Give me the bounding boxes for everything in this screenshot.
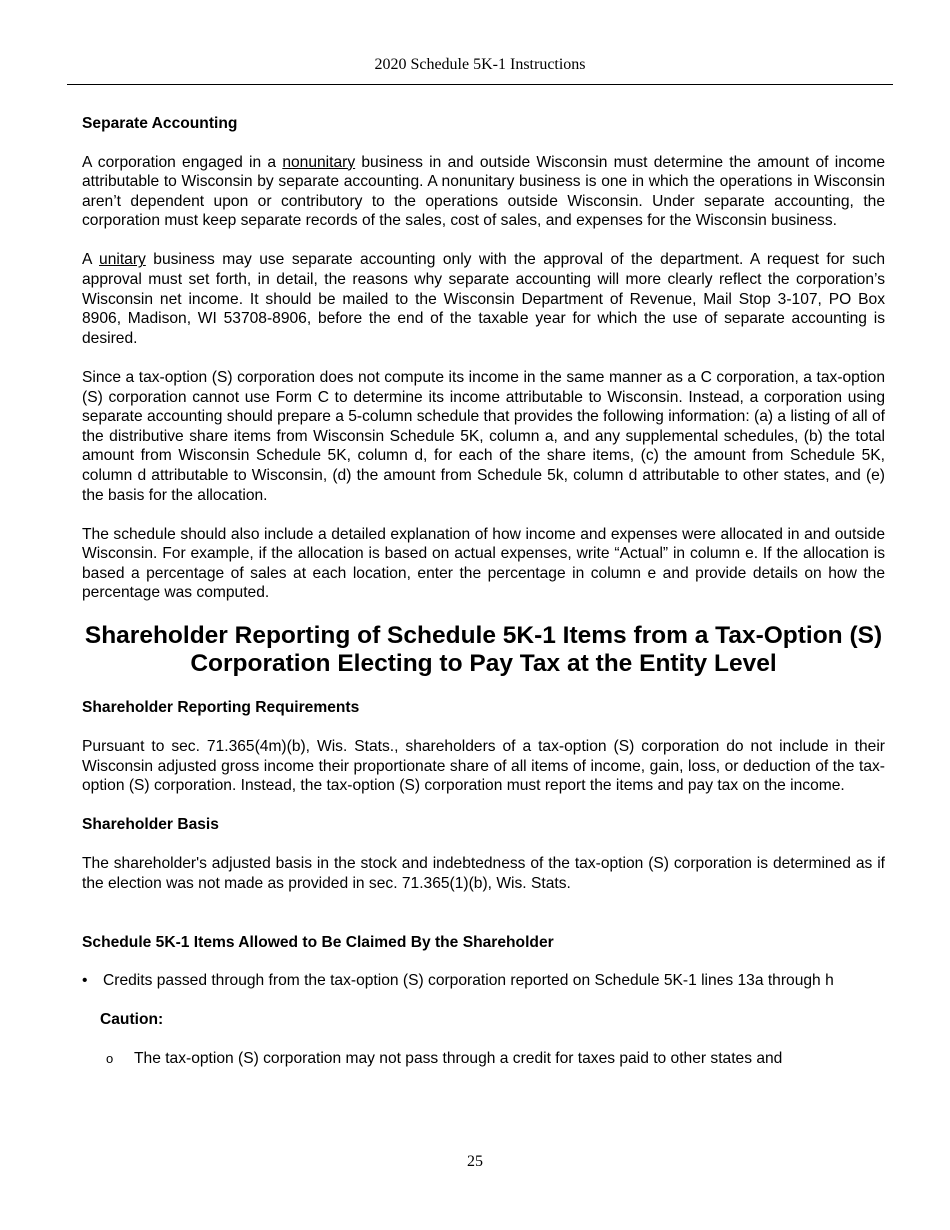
- p2-text-end: business may use separate accounting only with the approval of the department. A request for such approval must set forth, in detail, the reasons why separate accounting will more clearly reflect the corporation’s Wisconsin net income. It should be mailed to the Wisconsin Department of Revenue, Mail Stop 3-107, PO Box 8906, Madison, WI 53708-8906, before the end of the taxable year for which the use of separate accounting is desired.: [82, 251, 886, 347]
- separate-accounting-paragraph-1: [82, 153, 885, 231]
- nonunitary-term: nonunitary: [282, 153, 356, 171]
- header-divider: [67, 84, 893, 85]
- separate-accounting-paragraph-2: [82, 250, 885, 348]
- separate-accounting-paragraph-4: The schedule should also include a detailed explanation of how income and expenses were allocated in and outside Wisconsin. For example, if the allocation is based on actual expenses, write “Actual” in column e. If the allocation is based a percentage of sales at each location, enter the percentage in column e and provide details on how the percentage was computed.: [82, 525, 885, 602]
- list-item-text: Credits passed through from the tax-option (S) corporation reported on Schedule 5K-1 lines 13a through h: [103, 972, 834, 990]
- allowed-items-heading: Schedule 5K-1 Items Allowed to Be Claimed By the Shareholder: [82, 933, 554, 951]
- reporting-requirements-text: Pursuant to sec. 71.365(4m)(b), Wis. Stats., shareholders of a tax-option (S) corporation do not include in their Wisconsin adjusted gross income their proportionate share of all items of income, gain, loss, or deduction of the tax-option (S) corporation. Instead, the tax-option (S) corporation must report the items and pay tax on the income.: [82, 738, 885, 795]
- separate-accounting-paragraph-3: Since a tax-option (S) corporation does not compute its income in the same manner as a C corporation, a tax-option (S) corporation cannot use Form C to determine its income attributable to Wisconsin. Instead, a corporation using separate accounting should prepare a 5-column schedule that provides the following information: (a) a listing of all of the distributive share items from Wisconsin Schedule 5K, column a, and any supplemental schedules, (b) the total amount from Wisconsin Schedule 5K, column d, for each of the share items, (c) the amount from Schedule 5K, column d attributable to Wisconsin, (d) the amount from Schedule 5k, column d attributable to other states, and (e) the basis for the allocation.: [82, 368, 885, 504]
- p2-text-start: A: [82, 251, 100, 269]
- p1-text-end: business in and outside Wisconsin must determine the amount of income attributable to Wisconsin by separate accounting. A nonunitary business is one in which the operations in Wisconsin aren’t dependent upon or contributory to the operations outside Wisconsin. Under separate accounting, the corporation must keep separate records of the sales, cost of sales, and expenses for the Wisconsin business.: [82, 153, 885, 230]
- reporting-requirements-heading: Shareholder Reporting Requirements: [82, 699, 360, 717]
- shareholder-basis-text: The shareholder's adjusted basis in the stock and indebtedness of the tax-option (S) corporation is determined as if the election was not made as provided in sec. 71.365(1)(b), Wis. Stats.: [82, 854, 885, 892]
- page-number: 25: [467, 1153, 483, 1170]
- p1-text-start: A corporation engaged in a: [82, 153, 283, 171]
- sub-list-item-text: The tax-option (S) corporation may not pass through a credit for taxes paid to other states and: [134, 1050, 783, 1068]
- shareholder-basis-heading: Shareholder Basis: [82, 816, 219, 834]
- unitary-term: unitary: [99, 251, 146, 269]
- list-item: [82, 971, 885, 991]
- separate-accounting-heading: Separate Accounting: [82, 115, 238, 132]
- circle-bullet-icon: o: [106, 1051, 114, 1067]
- caution-label: Caution:: [100, 1011, 164, 1029]
- page-header: 2020 Schedule 5K-1 Instructions: [374, 56, 586, 73]
- document-body: [82, 114, 885, 1069]
- spacer: [82, 913, 885, 933]
- bullet-icon: •: [82, 972, 88, 990]
- sub-list-item: [82, 1049, 885, 1069]
- section-title: Shareholder Reporting of Schedule 5K-1 Items from a Tax-Option (S) Corporation Electing to Pay Tax at the Entity Level: [84, 622, 883, 678]
